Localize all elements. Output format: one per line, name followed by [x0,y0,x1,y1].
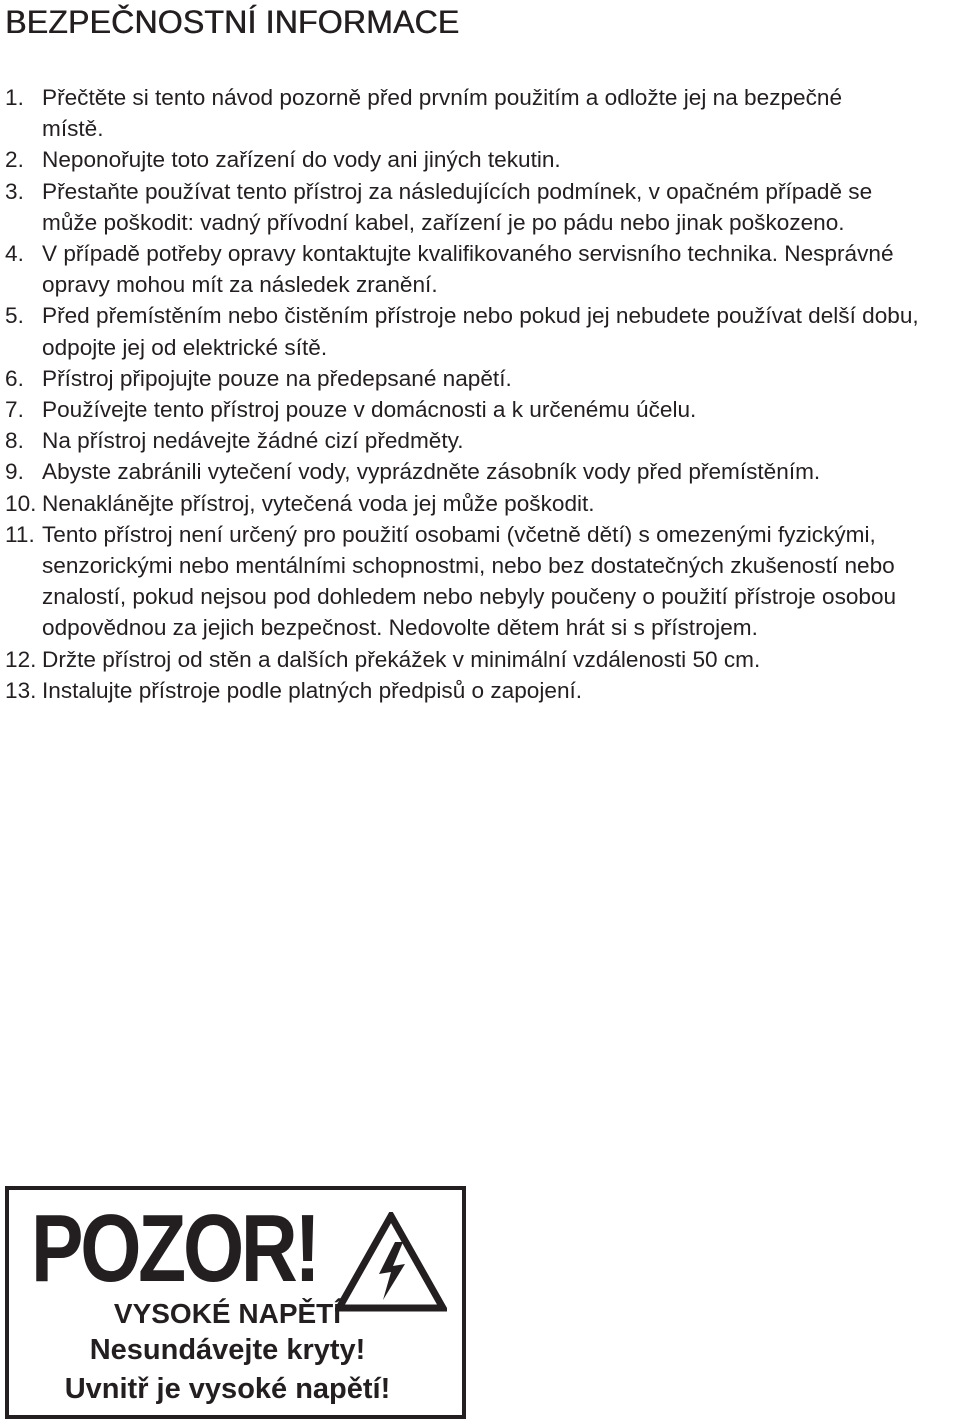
list-item [5,300,960,362]
list-item [5,519,960,644]
item-text: Neponořujte toto zařízení do vody ani jiných tekutin. [42,147,561,173]
item-text: Tento přístroj není určený pro použití osobami (včetně dětí) s omezenými fyzickými, senzorickými nebo mentálními schopnostmi, nebo bez dostatečných zkušeností nebo znalostí, pokud nejsou pod dohledem nebo nebyly poučeny o použití přístroje osobou odpovědnou za jejich bezpečnost. Nedovolte dětem hrát si s přístrojem. [42,521,897,641]
item-number: 7. [5,397,24,423]
item-number: 1. [5,85,24,110]
list-item [5,238,960,300]
list-item [5,644,960,675]
item-text: Nenaklánějte přístroj, vytečená voda jej může poškodit. [42,490,595,516]
item-number: 9. [5,459,24,485]
item-number: 6. [5,365,24,391]
list-item [5,394,960,425]
high-voltage-warning-icon [335,1212,447,1312]
item-text: Přečtěte si tento návod pozorně před prvním použitím a odložte jej na bezpečné místě. [42,85,843,142]
safety-instructions-list [5,82,960,706]
item-text: Přístroj připojujte pouze na předepsané napětí. [42,365,512,391]
item-number: 4. [5,241,24,267]
item-text: Instalujte přístroje podle platných předpisů o zapojení. [42,677,583,703]
item-number: 13. [5,677,37,703]
list-item [5,675,960,706]
item-number: 11. [5,521,35,547]
item-number: 3. [5,178,24,204]
warning-heading: POZOR! [31,1195,318,1302]
list-item [5,488,960,519]
list-item [5,176,960,238]
item-text: Abyste zabránili vytečení vody, vyprázdněte zásobník vody před přemístěním. [42,459,821,485]
item-text: Držte přístroj od stěn a dalších překážek v minimální vzdálenosti 50 cm. [42,646,761,672]
warning-line-inside: Uvnitř je vysoké napětí! [64,1373,391,1405]
item-text: Na přístroj nedávejte žádné cizí předměty. [42,428,464,454]
warning-line-covers: Nesundávejte kryty! [89,1334,366,1366]
list-item [5,456,960,487]
item-number: 2. [5,147,24,173]
list-item [5,144,960,175]
list-item [5,82,960,144]
item-number: 12. [5,646,37,672]
item-text: V případě potřeby opravy kontaktujte kvalifikovaného servisního technika. Nesprávné opravy mohou mít za následek zranění. [42,241,894,298]
item-number: 5. [5,303,24,329]
list-item [5,363,960,394]
item-number: 10. [5,490,37,516]
warning-line-voltage: VYSOKÉ NAPĚTÍ [113,1298,342,1329]
list-item [5,425,960,456]
item-text: Používejte tento přístroj pouze v domácnosti a k určenému účelu. [42,397,697,423]
high-voltage-warning-box [5,1186,466,1419]
item-text: Přestaňte používat tento přístroj za následujících podmínek, v opačném případě se může poškodit: vadný přívodní kabel, zařízení je po pádu nebo jinak poškozeno. [42,178,873,235]
item-text: Před přemístěním nebo čistěním přístroje nebo pokud jej nebudete používat delší dobu, odpojte jej od elektrické sítě. [42,303,919,360]
page-title: BEZPEČNOSTNÍ INFORMACE [5,4,460,40]
item-number: 8. [5,428,24,454]
